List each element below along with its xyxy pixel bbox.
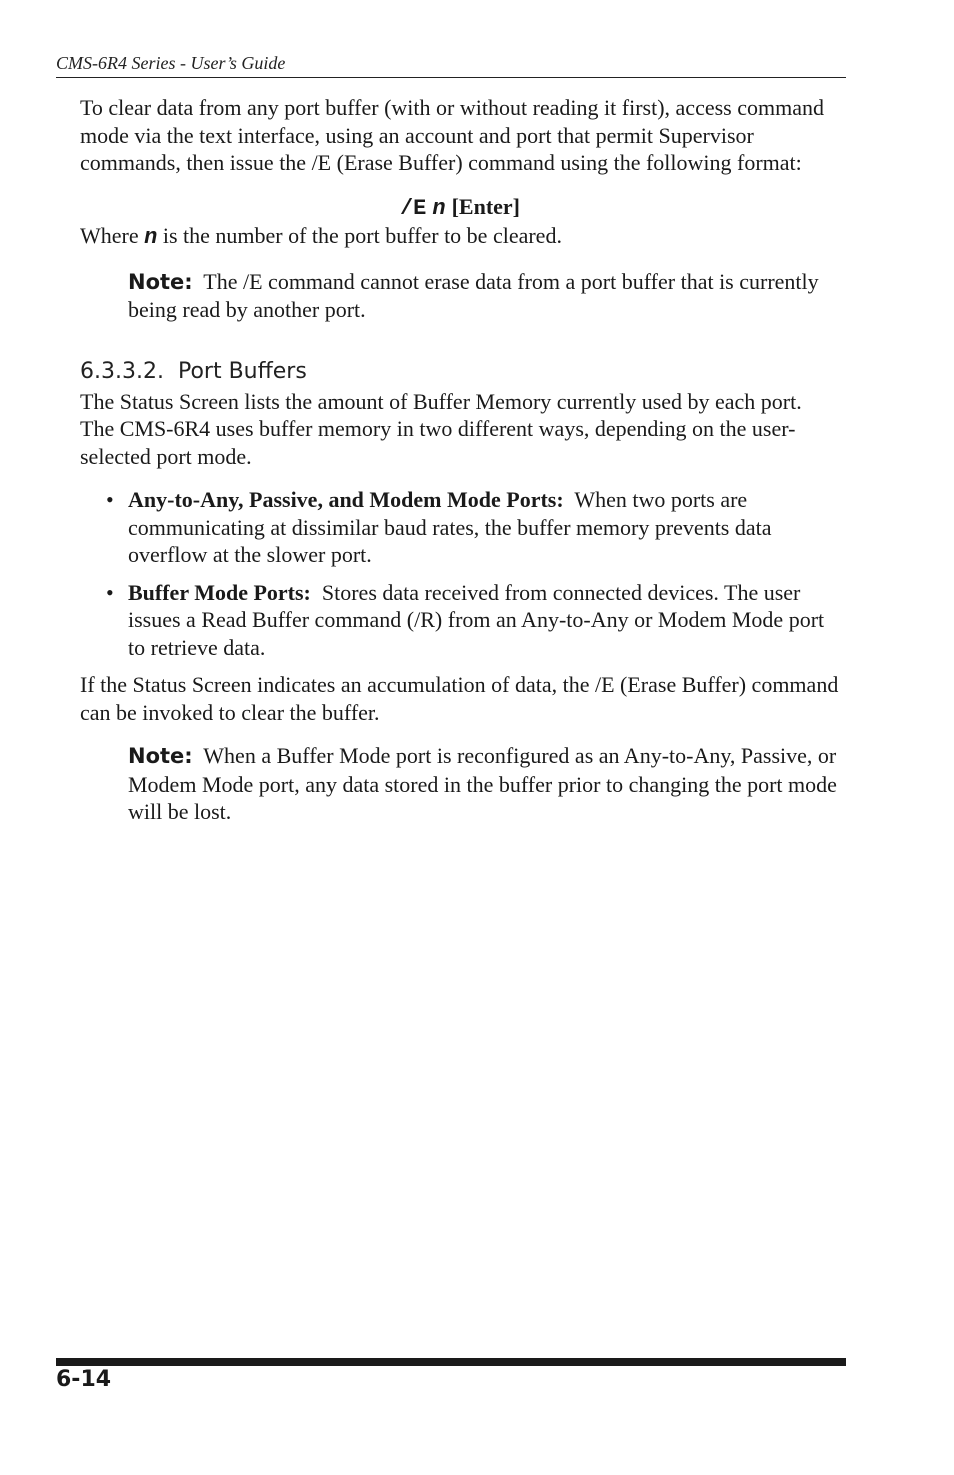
page-header — [56, 52, 846, 78]
bullet-label: Buffer Mode Ports: — [128, 579, 311, 605]
section-number: 6.3.3.2. — [80, 358, 164, 384]
where-suffix: is the number of the port buffer to be cleared. — [162, 223, 562, 248]
where-line — [80, 222, 840, 252]
page-content — [80, 94, 840, 826]
bullet-mark: • — [106, 487, 114, 512]
note-label: Note: — [128, 744, 193, 768]
note-text: The /E command cannot erase data from a port buffer that is currently being read by another port. — [128, 268, 819, 322]
status-paragraph: If the Status Screen indicates an accumulation of data, the /E (Erase Buffer) command can be invoked to clear the buffer. — [80, 672, 839, 725]
bullet-label: Any-to-Any, Passive, and Modem Mode Ports: — [128, 487, 564, 512]
intro-paragraph: To clear data from any port buffer (with or without reading it first), access command mode via the text interface, using an account and port that permit Supervisor commands, then issue the /E (Erase Buffer) command using the following format: — [80, 95, 824, 175]
section-heading — [80, 358, 840, 386]
command-code: /E — [399, 195, 427, 221]
list-item — [80, 486, 840, 569]
bullet-list — [80, 486, 840, 661]
where-prefix: Where — [80, 223, 139, 248]
section-title: Port Buffers — [177, 358, 307, 384]
document-title: CMS-6R4 Series - User’s Guide — [56, 53, 286, 73]
note-label: Note: — [128, 269, 193, 294]
command-key: [Enter] — [451, 193, 521, 219]
note-2 — [128, 742, 840, 826]
bullet-text: Stores data received from connected devices. The user issues a Read Buffer command (/R) from an Any-to-Any or Modem Mode port to retrieve data. — [128, 579, 825, 660]
bullet-mark: • — [106, 579, 114, 605]
command-param: n — [432, 195, 446, 221]
list-item — [80, 579, 840, 662]
page-number: 6-14 — [56, 1367, 112, 1392]
where-param: n — [144, 225, 158, 250]
note-text: When a Buffer Mode port is reconfigured as an Any-to-Any, Passive, or Modem Mode port, any data stored in the buffer prior to changing the port mode will be lost. — [128, 743, 837, 824]
command-syntax — [80, 193, 840, 223]
note-1 — [128, 268, 840, 324]
section-paragraph: The Status Screen lists the amount of Buffer Memory currently used by each port. The CMS-6R4 uses buffer memory in two different ways, depending on the user-selected port mode. — [80, 388, 802, 469]
bullet-text: When two ports are communicating at dissimilar baud rates, the buffer memory prevents data overflow at the slower port. — [128, 487, 772, 567]
footer-rule — [56, 1358, 846, 1366]
